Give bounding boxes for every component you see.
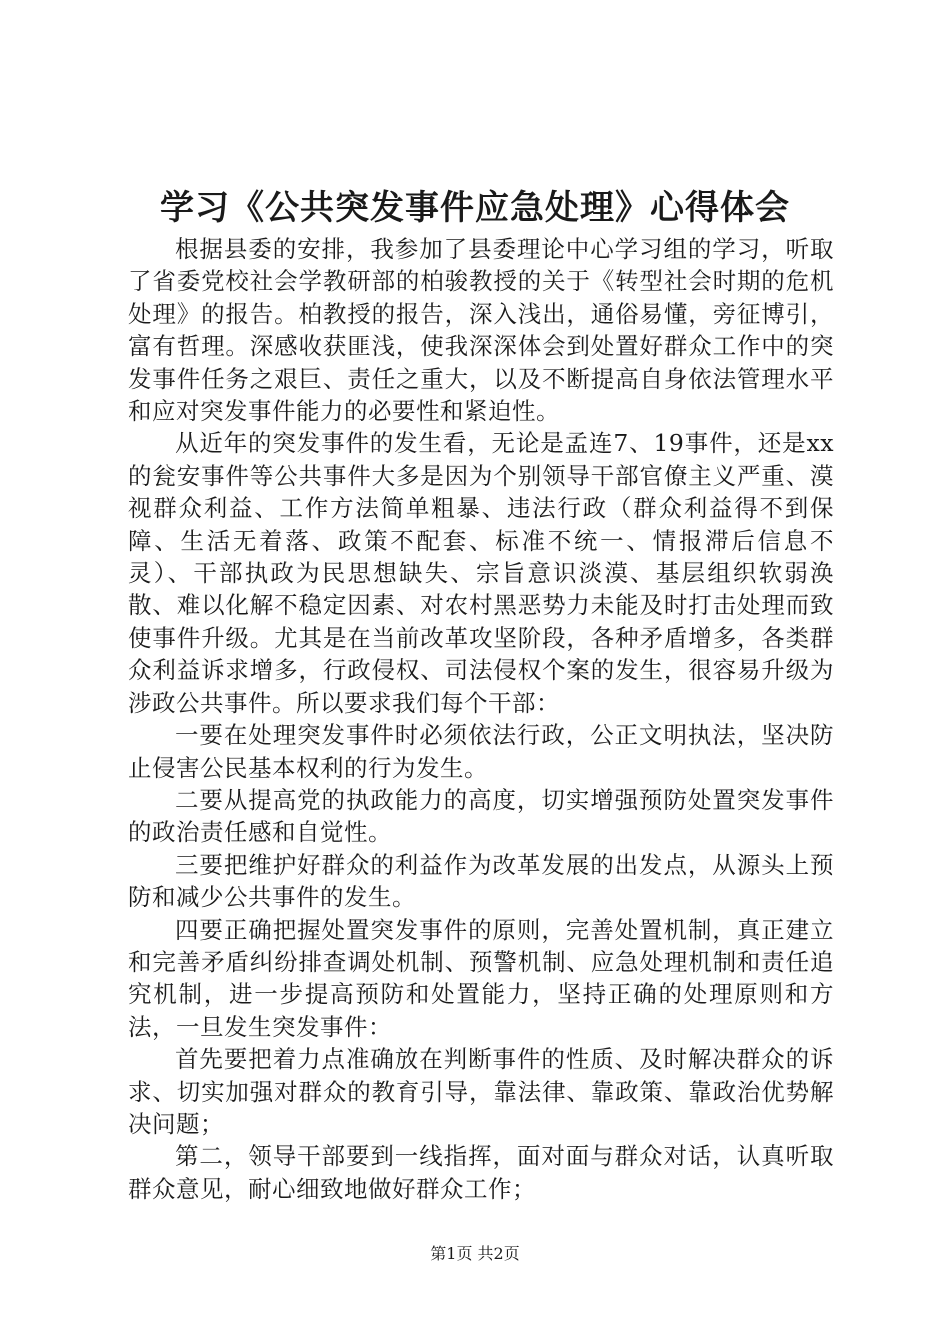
document-title: 学习《公共突发事件应急处理》心得体会 <box>160 188 790 228</box>
paragraph-1: 根据县委的安排，我参加了县委理论中心学习组的学习，听取了省委党校社会学教研部的柏骏教授的关于《转型社会时期的危机处理》的报告。柏教授的报告，深入浅出，通俗易懂，旁征博引，富有哲理。深感收获匪浅，使我深深体会到处置好群众工作中的突发事件任务之艰巨、责任之重大，以及不断提高自身依法管理水平和应对突发事件能力的必要性和紧迫性。 <box>128 235 834 426</box>
document-body <box>128 233 834 1205</box>
paragraph-2: 从近年的突发事件的发生看，无论是孟连7、19事件，还是xx的瓮安事件等公共事件大多是因为个别领导干部官僚主义严重、漠视群众利益、工作方法简单粗暴、违法行政（群众利益得不到保障、生活无着落、政策不配套、标准不统一、情报滞后信息不灵）、干部执政为民思想缺失、宗旨意识淡漠、基层组织软弱涣散、难以化解不稳定因素、对农村黑恶势力未能及时打击处理而致使事件升级。尤其是在当前改革攻坚阶段，各种矛盾增多，各类群众利益诉求增多，行政侵权、司法侵权个案的发生，很容易升级为涉政公共事件。所以要求我们每个干部： <box>128 429 834 717</box>
paragraph-8: 第二，领导干部要到一线指挥，面对面与群众对话，认真听取群众意见，耐心细致地做好群众工作； <box>128 1142 834 1203</box>
paragraph-4: 二要从提高党的执政能力的高度，切实增强预防处置突发事件的政治责任感和自觉性。 <box>128 785 834 847</box>
paragraph-5: 三要把维护好群众的利益作为改革发展的出发点，从源头上预防和减少公共事件的发生。 <box>128 850 834 912</box>
paragraph-6: 四要正确把握处置突发事件的原则，完善处置机制，真正建立和完善矛盾纠纷排查调处机制、预警机制、应急处理机制和责任追究机制，进一步提高预防和处置能力，坚持正确的处理原则和方法，一旦发生突发事件： <box>128 915 834 1041</box>
paragraph-3: 一要在处理突发事件时必须依法行政，公正文明执法，坚决防止侵害公民基本权利的行为发生。 <box>128 721 834 782</box>
page-footer: 第1页 共2页 <box>430 1244 520 1263</box>
paragraph-7: 首先要把着力点准确放在判断事件的性质、及时解决群众的诉求、切实加强对群众的教育引导，靠法律、靠政策、靠政治优势解决问题； <box>128 1045 834 1138</box>
